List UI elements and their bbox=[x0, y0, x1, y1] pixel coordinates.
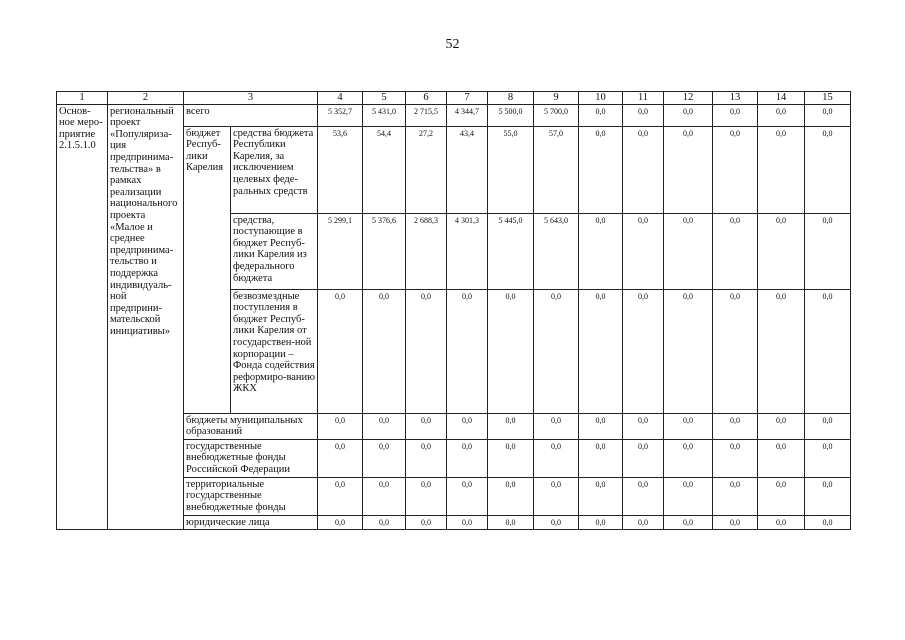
value-cell: 0,0 bbox=[758, 213, 805, 289]
value-cell: 0,0 bbox=[664, 477, 713, 515]
value-cell: 0,0 bbox=[488, 439, 534, 477]
header-cell: 3 bbox=[184, 92, 318, 105]
value-cell: 0,0 bbox=[664, 289, 713, 413]
header-cell: 15 bbox=[805, 92, 851, 105]
value-cell: 0,0 bbox=[805, 439, 851, 477]
value-cell: 5 431,0 bbox=[363, 104, 406, 126]
value-cell: 0,0 bbox=[623, 213, 664, 289]
value-cell: 57,0 bbox=[534, 126, 579, 213]
row-label-territorial-funds: территориальные государственные внебюджетные фонды bbox=[184, 477, 318, 515]
row-label-state-funds: государственные внебюджетные фонды Российской Федерации bbox=[184, 439, 318, 477]
value-cell: 55,0 bbox=[488, 126, 534, 213]
value-cell: 0,0 bbox=[488, 477, 534, 515]
value-cell: 0,0 bbox=[805, 289, 851, 413]
value-cell: 0,0 bbox=[447, 515, 488, 530]
value-cell: 0,0 bbox=[579, 439, 623, 477]
row-label-legal: юридические лица bbox=[184, 515, 318, 530]
value-cell: 0,0 bbox=[318, 477, 363, 515]
value-cell: 5 352,7 bbox=[318, 104, 363, 126]
value-cell: 0,0 bbox=[805, 213, 851, 289]
value-cell: 0,0 bbox=[534, 413, 579, 439]
value-cell: 0,0 bbox=[488, 515, 534, 530]
value-cell: 0,0 bbox=[758, 477, 805, 515]
value-cell: 0,0 bbox=[805, 413, 851, 439]
value-cell: 0,0 bbox=[664, 439, 713, 477]
value-cell: 0,0 bbox=[363, 413, 406, 439]
value-cell: 5 299,1 bbox=[318, 213, 363, 289]
value-cell: 0,0 bbox=[664, 126, 713, 213]
value-cell: 0,0 bbox=[363, 289, 406, 413]
value-cell: 0,0 bbox=[623, 413, 664, 439]
value-cell: 0,0 bbox=[713, 477, 758, 515]
value-cell: 0,0 bbox=[447, 289, 488, 413]
value-cell: 54,4 bbox=[363, 126, 406, 213]
value-cell: 0,0 bbox=[579, 104, 623, 126]
value-cell: 0,0 bbox=[488, 413, 534, 439]
header-cell: 12 bbox=[664, 92, 713, 105]
value-cell: 0,0 bbox=[363, 515, 406, 530]
value-cell: 0,0 bbox=[447, 477, 488, 515]
value-cell: 2 715,5 bbox=[406, 104, 447, 126]
value-cell: 5 700,0 bbox=[534, 104, 579, 126]
project-name: региональный проект «Популяриза-ция предпринима-тельства» в рамках реализации национального проекта «Малое и среднее предпринима-тельство и поддержка индивидуаль-ной предприни-мательской инициативы» bbox=[108, 104, 184, 530]
value-cell: 27,2 bbox=[406, 126, 447, 213]
row-label-municipal: бюджеты муниципальных образований bbox=[184, 413, 318, 439]
page-number: 52 bbox=[445, 37, 460, 52]
value-cell: 0,0 bbox=[534, 477, 579, 515]
value-cell: 0,0 bbox=[805, 477, 851, 515]
value-cell: 0,0 bbox=[406, 515, 447, 530]
value-cell: 0,0 bbox=[664, 413, 713, 439]
value-cell: 0,0 bbox=[318, 515, 363, 530]
value-cell: 0,0 bbox=[534, 439, 579, 477]
value-cell: 0,0 bbox=[623, 439, 664, 477]
header-cell: 1 bbox=[57, 92, 108, 105]
value-cell: 0,0 bbox=[758, 104, 805, 126]
header-cell: 6 bbox=[406, 92, 447, 105]
value-cell: 0,0 bbox=[406, 413, 447, 439]
value-cell: 4 344,7 bbox=[447, 104, 488, 126]
value-cell: 0,0 bbox=[713, 213, 758, 289]
value-cell: 0,0 bbox=[758, 439, 805, 477]
value-cell: 0,0 bbox=[363, 477, 406, 515]
value-cell: 0,0 bbox=[805, 126, 851, 213]
value-cell: 0,0 bbox=[664, 213, 713, 289]
value-cell: 0,0 bbox=[579, 126, 623, 213]
value-cell: 0,0 bbox=[623, 515, 664, 530]
value-cell: 0,0 bbox=[713, 413, 758, 439]
value-cell: 0,0 bbox=[713, 515, 758, 530]
value-cell: 2 688,3 bbox=[406, 213, 447, 289]
value-cell: 0,0 bbox=[488, 289, 534, 413]
value-cell: 0,0 bbox=[664, 515, 713, 530]
value-cell: 5 643,0 bbox=[534, 213, 579, 289]
value-cell: 0,0 bbox=[805, 515, 851, 530]
value-cell: 0,0 bbox=[758, 289, 805, 413]
value-cell: 0,0 bbox=[406, 477, 447, 515]
value-cell: 0,0 bbox=[758, 126, 805, 213]
value-cell: 0,0 bbox=[713, 126, 758, 213]
budget-rk-label: бюджет Респуб-лики Карелия bbox=[184, 126, 231, 413]
value-cell: 53,6 bbox=[318, 126, 363, 213]
value-cell: 0,0 bbox=[579, 213, 623, 289]
header-cell: 2 bbox=[108, 92, 184, 105]
value-cell: 0,0 bbox=[318, 439, 363, 477]
row-label-rk-own: средства бюджета Республики Карелия, за исключением целевых феде-ральных средств bbox=[231, 126, 318, 213]
value-cell: 0,0 bbox=[406, 289, 447, 413]
value-cell: 0,0 bbox=[623, 126, 664, 213]
header-cell: 13 bbox=[713, 92, 758, 105]
value-cell: 0,0 bbox=[406, 439, 447, 477]
value-cell: 0,0 bbox=[363, 439, 406, 477]
value-cell: 0,0 bbox=[758, 413, 805, 439]
value-cell: 0,0 bbox=[534, 289, 579, 413]
value-cell: 5 445,0 bbox=[488, 213, 534, 289]
value-cell: 5 500,0 bbox=[488, 104, 534, 126]
value-cell: 0,0 bbox=[447, 439, 488, 477]
value-cell: 0,0 bbox=[713, 289, 758, 413]
header-cell: 7 bbox=[447, 92, 488, 105]
value-cell: 0,0 bbox=[579, 515, 623, 530]
row-label-fund: безвозмездные поступления в бюджет Респуб-лики Карелия от государствен-ной корпорации – Фонда содействия реформиро-ванию ЖКХ bbox=[231, 289, 318, 413]
value-cell: 0,0 bbox=[713, 439, 758, 477]
value-cell: 0,0 bbox=[318, 413, 363, 439]
value-cell: 0,0 bbox=[805, 104, 851, 126]
value-cell: 0,0 bbox=[623, 477, 664, 515]
header-cell: 10 bbox=[579, 92, 623, 105]
measure-code: Основ-ное меро-приятие 2.1.5.1.0 bbox=[57, 104, 108, 530]
value-cell: 0,0 bbox=[713, 104, 758, 126]
header-cell: 11 bbox=[623, 92, 664, 105]
value-cell: 0,0 bbox=[623, 104, 664, 126]
value-cell: 0,0 bbox=[318, 289, 363, 413]
row-label-federal: средства, поступающие в бюджет Респуб-лики Карелия из федерального бюджета bbox=[231, 213, 318, 289]
table-row bbox=[57, 104, 851, 126]
value-cell: 43,4 bbox=[447, 126, 488, 213]
row-label-total: всего bbox=[184, 104, 318, 126]
value-cell: 0,0 bbox=[758, 515, 805, 530]
header-cell: 9 bbox=[534, 92, 579, 105]
value-cell: 0,0 bbox=[579, 477, 623, 515]
value-cell: 0,0 bbox=[579, 413, 623, 439]
header-cell: 4 bbox=[318, 92, 363, 105]
value-cell: 4 301,3 bbox=[447, 213, 488, 289]
header-row bbox=[57, 92, 851, 105]
value-cell: 0,0 bbox=[447, 413, 488, 439]
budget-table bbox=[56, 91, 851, 530]
value-cell: 0,0 bbox=[579, 289, 623, 413]
header-cell: 14 bbox=[758, 92, 805, 105]
header-cell: 5 bbox=[363, 92, 406, 105]
value-cell: 5 376,6 bbox=[363, 213, 406, 289]
value-cell: 0,0 bbox=[623, 289, 664, 413]
header-cell: 8 bbox=[488, 92, 534, 105]
value-cell: 0,0 bbox=[534, 515, 579, 530]
value-cell: 0,0 bbox=[664, 104, 713, 126]
